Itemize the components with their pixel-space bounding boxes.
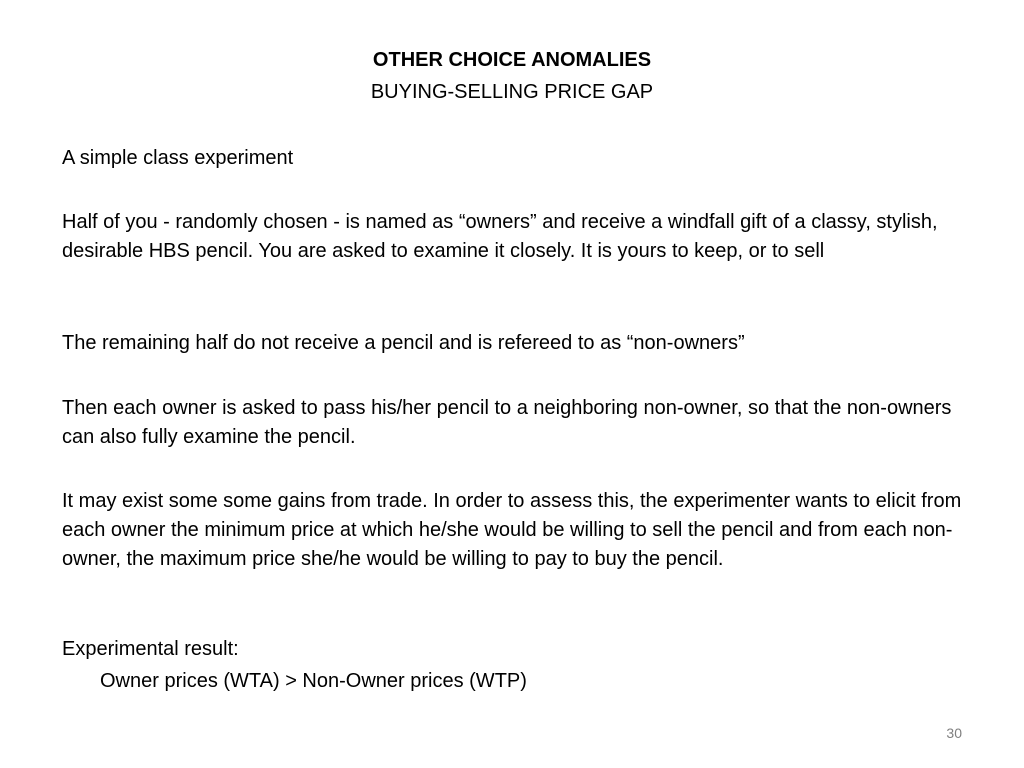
- slide-title: OTHER CHOICE ANOMALIES: [372, 49, 652, 71]
- page-number: 30: [946, 725, 962, 741]
- paragraph-result-value: Owner prices (WTA) > Non-Owner prices (WTP): [100, 670, 527, 692]
- paragraph-result-label: Experimental result:: [62, 638, 239, 660]
- paragraph-non-owners: The remaining half do not receive a pencil and is refereed to as “non-owners”: [62, 332, 745, 354]
- paragraph-pass-pencil: Then each owner is asked to pass his/her pencil to a neighboring non-owner, so that the non-owners can also fully examine the pencil.: [62, 397, 952, 448]
- paragraph-gains-from-trade: It may exist some some gains from trade. In order to assess this, the experimenter wants to elicit from each owner the minimum price at which he/she would be willing to sell the pencil and from each non-owner, the maximum price she/he would be willing to pay to buy the pencil.: [62, 490, 962, 570]
- slide-subtitle: BUYING-SELLING PRICE GAP: [370, 81, 654, 103]
- paragraph-owners: Half of you - randomly chosen - is named as “owners” and receive a windfall gift of a classy, stylish, desirable HBS pencil. You are asked to examine it closely. It is yours to keep, or to sell: [62, 211, 938, 262]
- paragraph-intro: A simple class experiment: [62, 147, 294, 169]
